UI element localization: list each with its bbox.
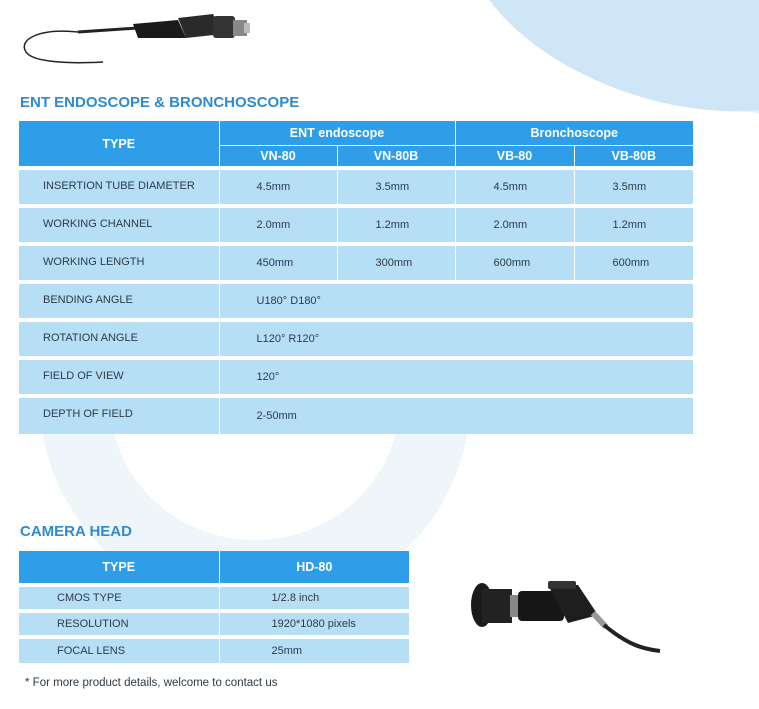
group-header-ent: ENT endoscope — [219, 121, 455, 145]
camera-model-header: HD-80 — [219, 551, 409, 585]
model-header: VB-80 — [455, 145, 574, 168]
camera-spec-label: RESOLUTION — [19, 611, 219, 637]
camera-type-header: TYPE — [19, 551, 219, 585]
spec-value: 1.2mm — [337, 206, 455, 244]
model-header: VN-80B — [337, 145, 455, 168]
spec-value: 2.0mm — [219, 206, 337, 244]
camera-spec-label: FOCAL LENS — [19, 637, 219, 663]
model-header: VB-80B — [574, 145, 693, 168]
spec-value: 1.2mm — [574, 206, 693, 244]
spec-label: BENDING ANGLE — [19, 282, 219, 320]
spec-value: 4.5mm — [455, 168, 574, 206]
ent-spec-table — [19, 121, 693, 434]
model-header: VN-80 — [219, 145, 337, 168]
spec-value: 3.5mm — [337, 168, 455, 206]
camera-spec-value: 1/2.8 inch — [219, 585, 409, 611]
spec-value: 600mm — [574, 244, 693, 282]
spec-value: 600mm — [455, 244, 574, 282]
spec-value: 3.5mm — [574, 168, 693, 206]
camera-section-title: CAMERA HEAD — [20, 523, 132, 540]
footnote: * For more product details, welcome to contact us — [25, 677, 278, 689]
spec-value: L120° R120° — [219, 320, 693, 358]
group-header-bronchoscope: Bronchoscope — [455, 121, 693, 145]
spec-value: 4.5mm — [219, 168, 337, 206]
spec-value: 300mm — [337, 244, 455, 282]
endoscope-image — [18, 10, 258, 70]
spec-label: WORKING LENGTH — [19, 244, 219, 282]
camera-head-image — [468, 575, 668, 660]
camera-spec-value: 1920*1080 pixels — [219, 611, 409, 637]
spec-label: DEPTH OF FIELD — [19, 396, 219, 434]
spec-label: ROTATION ANGLE — [19, 320, 219, 358]
spec-label: WORKING CHANNEL — [19, 206, 219, 244]
spec-value: 450mm — [219, 244, 337, 282]
ent-section-title: ENT ENDOSCOPE & BRONCHOSCOPE — [20, 94, 300, 111]
spec-value: 120° — [219, 358, 693, 396]
spec-label: INSERTION TUBE DIAMETER — [19, 168, 219, 206]
camera-spec-table — [19, 551, 409, 663]
spec-label: FIELD OF VIEW — [19, 358, 219, 396]
camera-spec-label: CMOS TYPE — [19, 585, 219, 611]
spec-value: 2.0mm — [455, 206, 574, 244]
spec-value: U180° D180° — [219, 282, 693, 320]
ent-type-header: TYPE — [19, 121, 219, 168]
spec-value: 2-50mm — [219, 396, 693, 434]
camera-spec-value: 25mm — [219, 637, 409, 663]
